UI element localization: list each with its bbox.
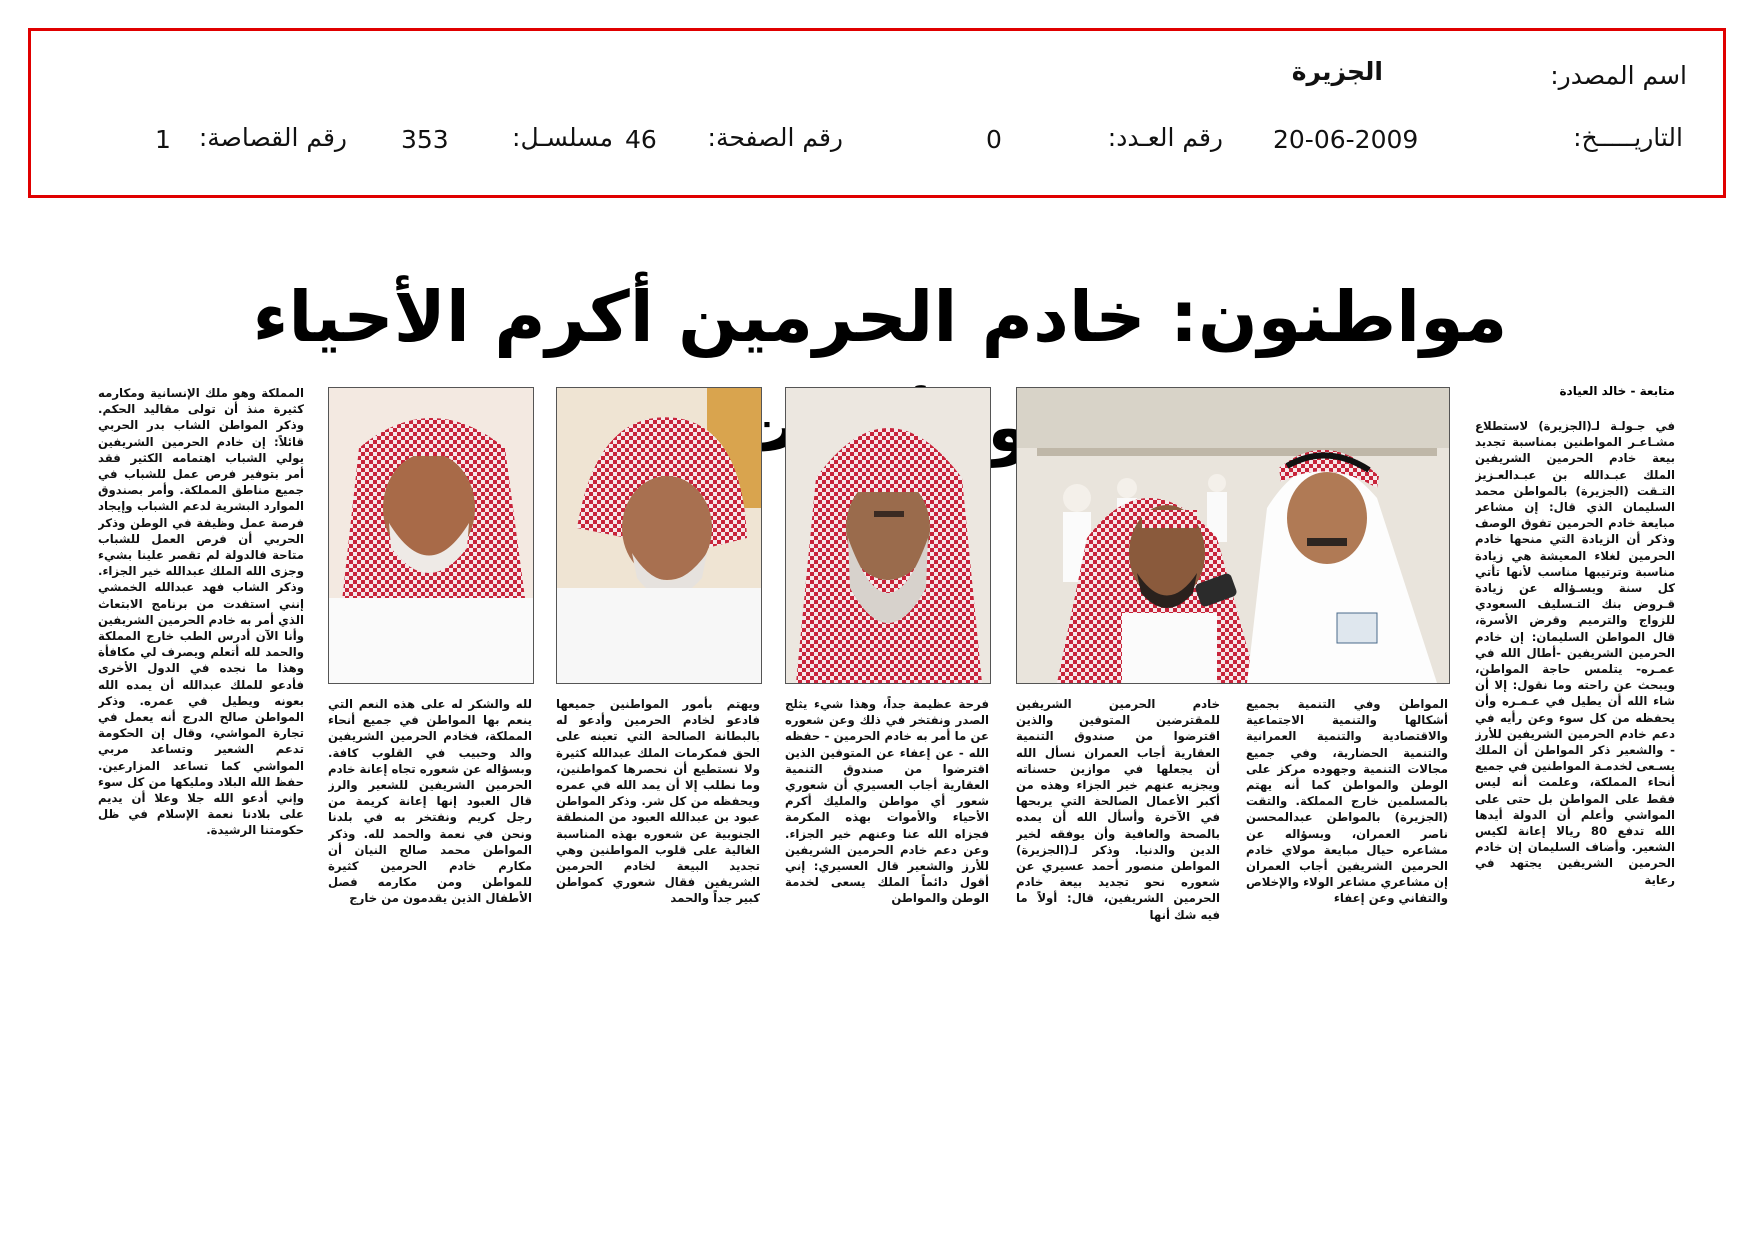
article-column-5: ويهتم بأمور المواطنين جميعها فادعو لخادم الحرمين وأدعو له بالبطانة الصالحة التي تعينه على الحق فمكرمات الملك عبدالله كثيرة ولا نستطيع أن نحصرها كمواطنين، وما نطلب إلا أن يمد الله في عمره ويحفظه من كل شر. وذكر المواطن عبود بن عبدالله العبود من المنطقة الجنوبية عن شعوره بهذه المناسبة الغالية على قلوب المواطنين وهي تجديد البيعة لخادم الحرمين الشريفين فقال شعوري كمواطن كبير جداً والحمد	[556, 697, 760, 906]
byline: متابعة - خالد العيادة	[1559, 384, 1675, 398]
date-label: التاريـــــخ:	[1573, 123, 1683, 152]
clip-value: 1	[155, 125, 171, 154]
article-column-7: المملكة وهو ملك الإنسانية ومكارمه كثيرة منذ أن تولى مقاليد الحكم. وذكر المواطن الشاب بدر الحربي قائلاً: إن خادم الحرمين الشريفين يولي الشباب اهتمامه الكثير فقد أمر بتوفير فرص عمل للشباب في جميع مناطق المملكة. وأمر بصندوق الموارد البشرية لدعم الشباب وإيجاد فرصة عمل وظيفة في الوطن وذكر الحربي أن فرص العمل للشباب متاحة فالدولة لم تقصر علينا بشيء وجزى الله الملك عبدالله خير الجزاء. وذكر الشاب فهد عبدالله الخمشي إنني استفدت من برنامج الابتعاث الذي أمر به خادم الحرمين الشريفين وأنا الآن أدرس الطب خارج المملكة والحمد لله أتعلم ويصرف لي مكافأة وهذا ما نجده في الدول الأخرى فأدعو للملك عبدالله أن يمده الله بعونه ويطيل في عمره. وذكر المواطن صالح الدرج أنه يعمل في تجارة المواشي، وقال إن الحكومة تدعم الشعير وتساعد مربي المواشي كما تساعد المزارعين. حفظ الله البلاد ومليكها من كل سوء وإني أدعو الله جلا وعلا أن يديم على بلادنا نعمة الإسلام في ظل حكومتنا الرشيدة.	[98, 386, 304, 838]
clipping-info-box	[28, 28, 1726, 198]
clip-label: رقم القصاصة:	[198, 123, 347, 152]
article-column-2: المواطن وفي التنمية بجميع أشكالها والتنمية الاجتماعية والاقتصادية والتنمية العمرانية والتنمية الحضارية، وفي جميع مجالات التنمية وجهوده مركز على الوطن والمواطن كما أنه يهتم بالمسلمين خارج المملكة. والتقت (الجزيرة) بالمواطن عبدالمحسن ناصر العمران، وبسؤاله عن مشاعره حيال مبايعة مولاي خادم الحرمين الشريفين أجاب العمران إن مشاعري مشاعر الولاء والإخلاص والتفاني وعن إعفاء	[1246, 697, 1448, 906]
article-column-6: لله والشكر له على هذه النعم التي ينعم بها المواطن في جميع أنحاء المملكة، فخادم الحرمين الشريفين والد وحبيب في القلوب كافة. وبسؤاله عن شعوره تجاه إعانة خادم الحرمين الشريفين للشعير والرز قال العبود إنها إعانة كريمة من رجل كريم ونفتخر به في بلدنا ونحن في نعمة والحمد لله. وذكر المواطن محمد صالح النيان أن مكارم خادم الحرمين كثيرة للمواطن ومن مكارمه فصل الأطفال الذين يقدمون من خارج	[328, 697, 532, 906]
photo-interview-two-men	[1016, 387, 1450, 684]
photo-elderly-man-white-beard	[328, 387, 534, 684]
article-column-1: في جـولـة لـ(الجزيرة) لاستطلاع مشـاعـر المواطنين بمناسبة تجديد بيعة خادم الحرمين الشريفين الملك عبـدالله بن عبـدالعـزيز التـقت (الجزيرة) بالمواطن محمد السليمان الذي قال: إن مشاعر مبايعة خادم الحرمين تفوق الوصف وذكر أن الزيادة التي منحها خادم الحرمين لغلاء المعيشة هي زيادة مناسبة وترتيبها مناسب لأنها تأتي كل سنة ويسـؤاله عن زيادة قـروض بنك التـسليف السعودي للزواج والترميم وقرض الأسرة، قال المواطن السليمان: إن خادم الحرمين الشريفين -أطال الله في عمـره- يتلمس حاجة المواطن، ويبحث عن راحته وما نقول: إلا أن شاء الله أن يطيل في عـمـره وأن يحفظه من كل سوء وعن رأيه في دعم خادم الحرمين الشريفين للأرز - والشعير ذكر المواطن أن الملك يسـعى لخدمـة المواطنين في جميع أنحاء المملكة، وعلمت أنه ليس فقط على المواطن بل حتى على المواشي وأعلم أن الدولة أيدها الله تدفع 80 ريالا إعانة لكيس الشعير. وأضاف السليمان إن خادم الحرمين الشريفين يجتهد في رعاية	[1475, 419, 1675, 887]
article-column-4: فرحة عظيمة جداً، وهذا شيء يثلج الصدر ونفتخر في ذلك وعن شعوره عن ما أمر به خادم الحرمين - حفظه الله - عن إعفاء عن المتوفين الذين اقترضوا من صندوق التنمية العقارية أجاب العسيري أن شعوري شعور أي مواطن والمليك أكرم الأحياء والأموات بهذه المكرمة فجزاه الله عنا وعنهم خير الجزاء. وعن دعم خادم الحرمين الشريفين للأرز والشعير قال العسيري: إني أقول دائماً الملك يسعى لخدمة الوطن والمواطن	[785, 697, 989, 906]
serial-value: 353	[401, 125, 449, 154]
article-column-3: خادم الحرمين الشريفين للمقترضين المتوفين والذين اقترضوا من صندوق التنمية العقارية أجاب العمران نسأل الله أن يجعلها في موازين حسناته ويجزيه عنهم خير الجزاء وهذه من أكبر الأعمال الصالحة التي يربحها في الآخرة وأسأل الله أن يمده بالصحة والعافية وأن يوفقه لخير الدين والدنيا. وذكر لـ(الجزيرة) المواطن منصور أحمد عسيري عن شعوره نحو تجديد بيعة خادم الحرمين الشريفين، قال: أولاً ما فيه شك أنها	[1016, 697, 1220, 922]
source-value: الجزيرة	[1291, 57, 1383, 86]
serial-label: مسلسـل:	[512, 123, 613, 152]
photo-elderly-man-looking-up	[556, 387, 762, 684]
issue-label: رقم العـدد:	[1107, 123, 1223, 152]
article-headline: مواطنون: خادم الحرمين أكرم الأحياء	[252, 276, 1508, 358]
source-label: اسم المصدر:	[1550, 61, 1687, 90]
page-label: رقم الصفحة:	[707, 123, 843, 152]
issue-value: 0	[986, 125, 1002, 154]
page-value: 46	[625, 125, 657, 154]
photo-bearded-man	[785, 387, 991, 684]
date-value: 20-06-2009	[1273, 125, 1419, 154]
